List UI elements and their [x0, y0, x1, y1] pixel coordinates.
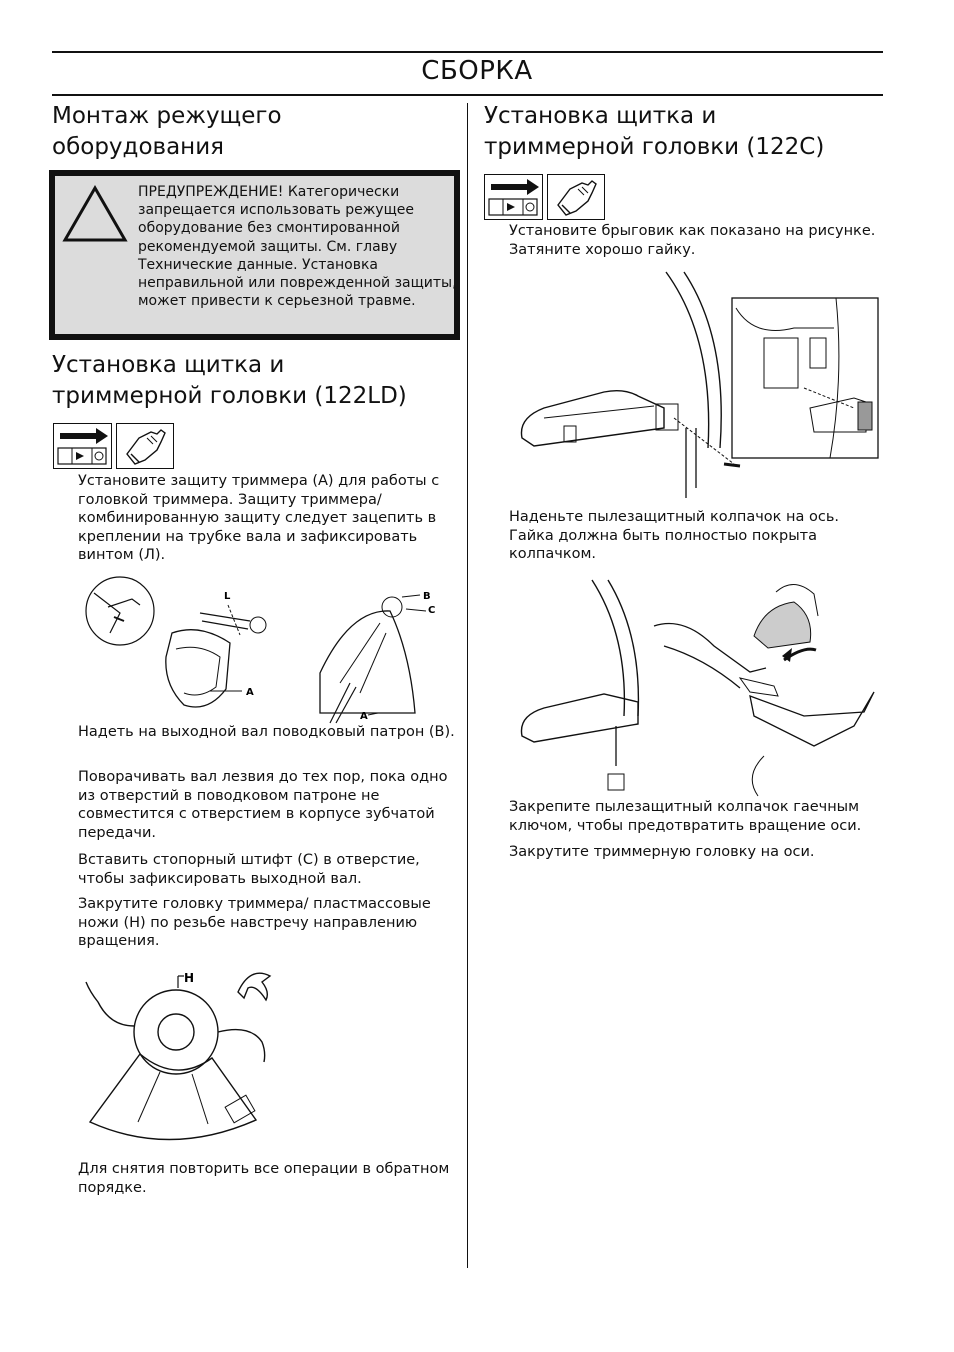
- shield-mount-figure: [514, 268, 884, 508]
- section-title-line: Установка щитка и: [52, 352, 285, 378]
- section-title-122ld: [52, 350, 407, 412]
- paragraph-removal: Для снятия повторить все операции в обратном порядке.: [78, 1161, 450, 1196]
- column-divider: [467, 103, 468, 1268]
- section-title-mounting: [52, 101, 282, 163]
- glove-icon: [547, 174, 605, 220]
- paragraph-screw-head: Закрутите головку триммера/ пластмассовые ножи (H) по резьбе навстречу направлению вращения.: [78, 896, 431, 949]
- paragraph-dust-cap: Наденьте пылезащитный колпачок на ось. Гайка должна быть полностыо покрыта колпачком.: [509, 509, 839, 562]
- section-title-line: оборудования: [52, 134, 224, 160]
- warning-box-inner: [55, 176, 457, 334]
- figure-label-h: H: [184, 971, 195, 985]
- arrow-panel-icon: [53, 423, 112, 469]
- trimmer-head-figure: [80, 962, 280, 1152]
- section-title-line: Установка щитка и: [484, 103, 717, 129]
- figure-label-a-2: A: [360, 711, 368, 722]
- warning-box: [49, 170, 460, 340]
- section-title-122c: [484, 101, 824, 163]
- wrench-tighten-figure: [514, 576, 884, 796]
- guard-assembly-figure: [80, 573, 460, 723]
- paragraph-secure-cap: Закрепите пылезащитный колпачок гаечным ключом, чтобы предотвратить вращение оси.: [509, 799, 862, 834]
- figure-label-c: C: [428, 605, 436, 616]
- section-title-line: Монтаж режущего: [52, 103, 282, 129]
- section-title-line: триммерной головки (122C): [484, 134, 825, 160]
- top-rule: [52, 51, 883, 53]
- figure-label-a: A: [246, 687, 254, 698]
- section-title-line: триммерной головки (122LD): [52, 383, 407, 409]
- warning-text: ПРЕДУПРЕЖДЕНИЕ! Категорически запрещается использовать режущее оборудование без смонтированной рекомендуемой защиты. См. главу Технические данные. Установка неправильной или поврежденной защиты, может привести к серьезной травме.: [138, 184, 457, 310]
- paragraph-rotate-shaft: Поворачивать вал лезвия до тех пор, пока одно из отверстий в поводковом патроне не совместится с отверстием в корпусе зубчатой передачи.: [78, 769, 448, 841]
- figure-label-l: L: [224, 591, 231, 602]
- paragraph-install-shield: Установите брыговик как показано на рисунке. Затяните хорошо гайку.: [509, 223, 876, 258]
- paragraph-install-guard: Установите защиту триммера (A) для работы с головкой триммера. Защиту триммера/ комбинированную защиту следует зацепить в креплении на трубке вала и зафиксировать винтом (Л).: [78, 473, 440, 563]
- glove-icon: [116, 423, 174, 469]
- paragraph-insert-pin: Вставить стопорный штифт (C) в отверстие, чтобы зафиксировать выходной вал.: [78, 852, 420, 887]
- arrow-panel-icon: [484, 174, 543, 220]
- figure-label-b: B: [423, 591, 431, 602]
- paragraph-screw-trimmer-head: Закрутите триммерную головку на оси.: [509, 844, 815, 860]
- paragraph-drive-chuck: Надеть на выходной вал поводковый патрон (B).: [78, 724, 455, 740]
- warning-triangle-icon: [61, 184, 131, 244]
- page-title: СБОРКА: [421, 56, 533, 86]
- title-rule: [52, 94, 883, 96]
